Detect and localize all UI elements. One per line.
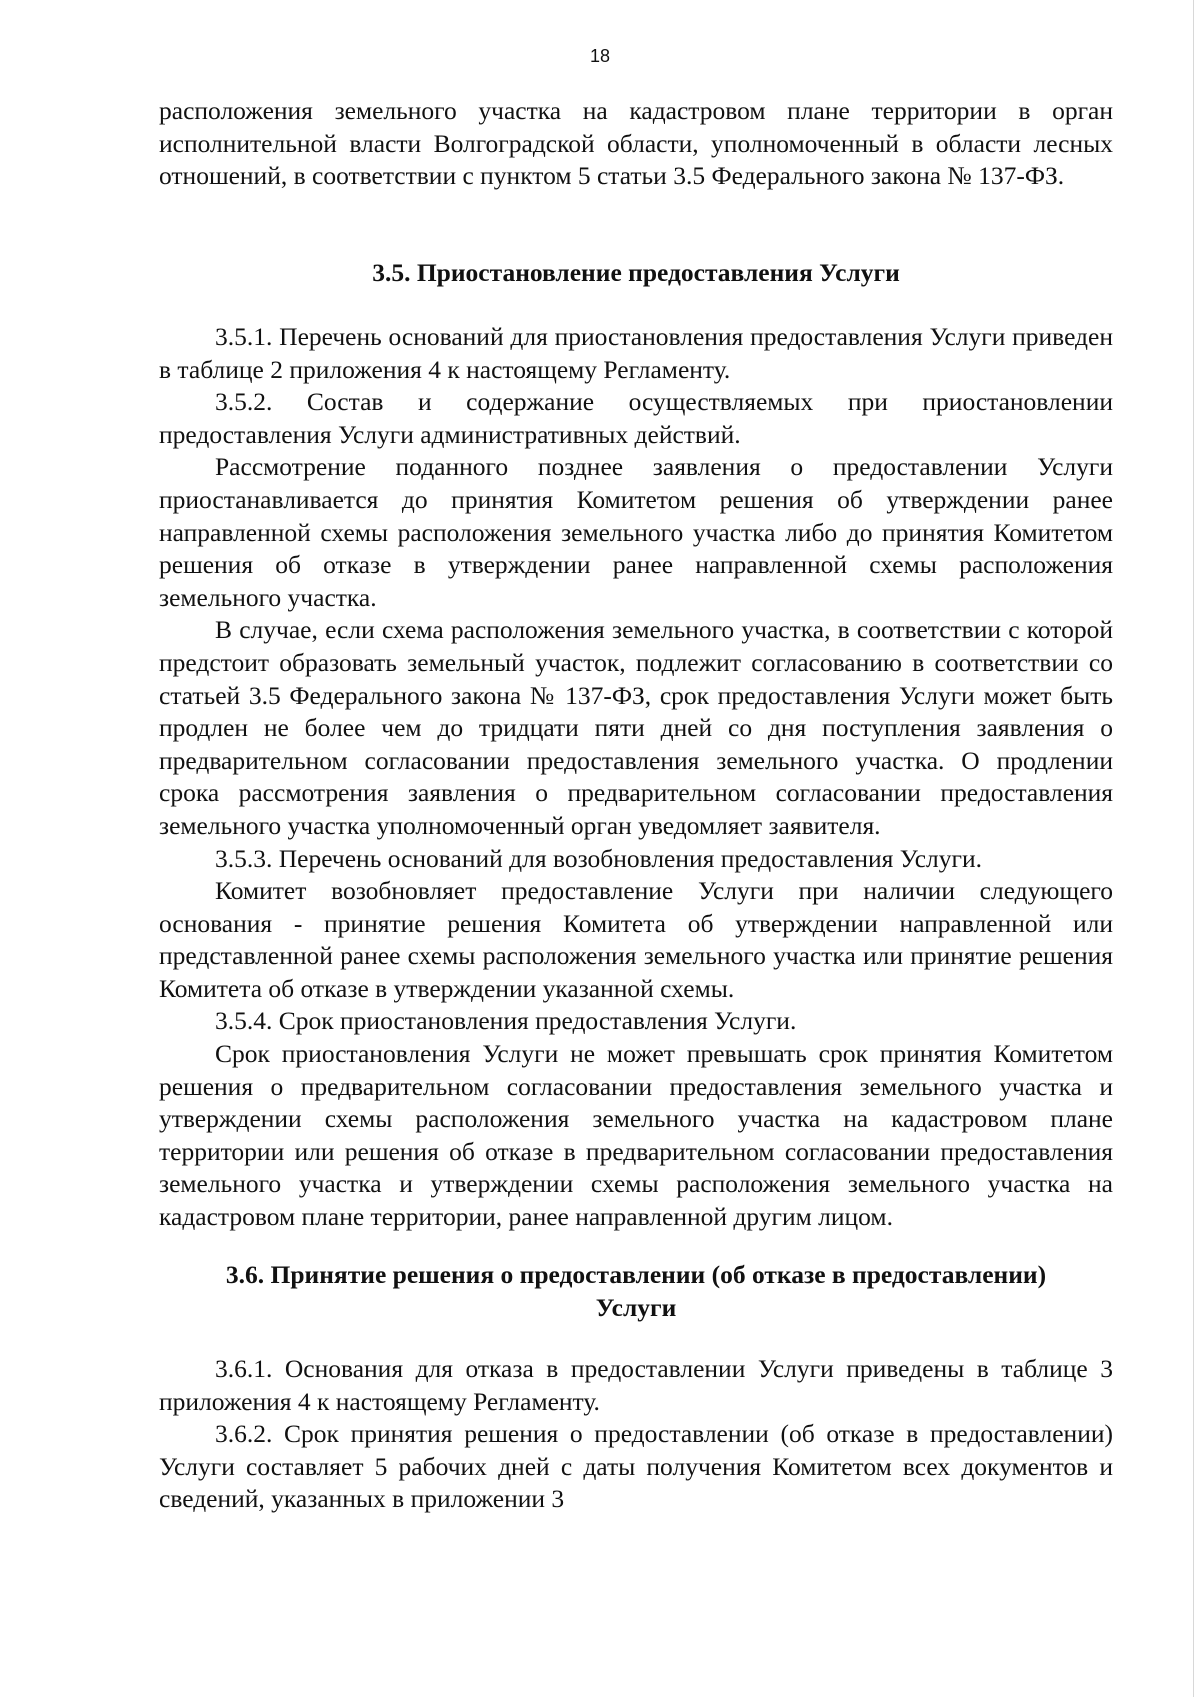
paragraph-3-6-1: 3.6.1. Основания для отказа в предоставлении Услуги приведены в таблице 3 приложения 4 к настоящему Регламенту. [159, 1354, 1113, 1416]
section-3-5-heading-block [159, 257, 1113, 290]
paragraph-3-5-1: 3.5.1. Перечень оснований для приостановления предоставления Услуги приведен в таблице 2 приложения 4 к настоящему Регламенту. [159, 322, 1113, 384]
section-3-6-title-line-1: 3.6. Принятие решения о предоставлении (об отказе в предоставлении) [225, 1260, 1047, 1289]
paragraph-term-extension: В случае, если схема расположения земельного участка, в соответствии с которой предстоит образовать земельный участок, подлежит согласованию в соответствии со статьей 3.5 Федерального закона № 137-ФЗ, срок предоставления Услуги может быть продлен не более чем до тридцати пяти дней со дня поступления заявления о предварительном согласовании предоставления земельного участка. О продлении срока рассмотрения заявления о предварительном согласовании предоставления земельного участка уполномоченный орган уведомляет заявителя. [159, 615, 1113, 840]
page-number: 18 [589, 46, 611, 66]
section-3-6-heading-block [159, 1259, 1113, 1324]
intro-paragraph: расположения земельного участка на кадастровом плане территории в орган исполнительной власти Волгоградской области, уполномоченный в области лесных отношений, в соответствии с пунктом 5 статьи 3.5 Федерального закона № 137-ФЗ. [159, 96, 1113, 191]
section-3-6-title-line-2: Услуги [595, 1292, 677, 1322]
paragraph-3-6-2: 3.6.2. Срок принятия решения о предоставлении (об отказе в предоставлении) Услуги составляет 5 рабочих дней с даты получения Комитетом всех документов и сведений, указанных в приложении 3 [159, 1419, 1113, 1514]
section-3-5-title: 3.5. Приостановление предоставления Услуги [372, 258, 900, 287]
paragraph-3-5-4: 3.5.4. Срок приостановления предоставления Услуги. [215, 1006, 797, 1036]
paragraph-suspension-term: Срок приостановления Услуги не может превышать срок принятия Комитетом решения о предварительном согласовании предоставления земельного участка и утверждении схемы расположения земельного участка на кадастровом плане территории или решения об отказе в предварительном согласовании предоставления земельного участка и утверждении схемы расположения земельного участка на кадастровом плане территории, ранее направленной другим лицом. [159, 1039, 1113, 1232]
paragraph-resumption-grounds: Комитет возобновляет предоставление Услуги при наличии следующего основания - принятие решения Комитета об утверждении направленной или представленной ранее схемы расположения земельного участка или принятие решения Комитета об отказе в утверждении указанной схемы. [159, 876, 1113, 1003]
paragraph-3-5-2: 3.5.2. Состав и содержание осуществляемых при приостановлении предоставления Услуги административных действий. [159, 387, 1113, 449]
section-3-5-body [159, 321, 1113, 1234]
scan-edge-line [1193, 0, 1194, 1697]
paragraph-review-suspension: Рассмотрение поданного позднее заявления о предоставлении Услуги приостанавливается до принятия Комитетом решения об утверждении ранее направленной схемы расположения земельного участка либо до принятия Комитетом решения об отказе в утверждении ранее направленной схемы расположения земельного участка. [159, 452, 1113, 612]
paragraph-3-5-3: 3.5.3. Перечень оснований для возобновления предоставления Услуги. [215, 843, 982, 873]
intro-block [159, 95, 1113, 193]
section-3-6-body [159, 1353, 1113, 1516]
